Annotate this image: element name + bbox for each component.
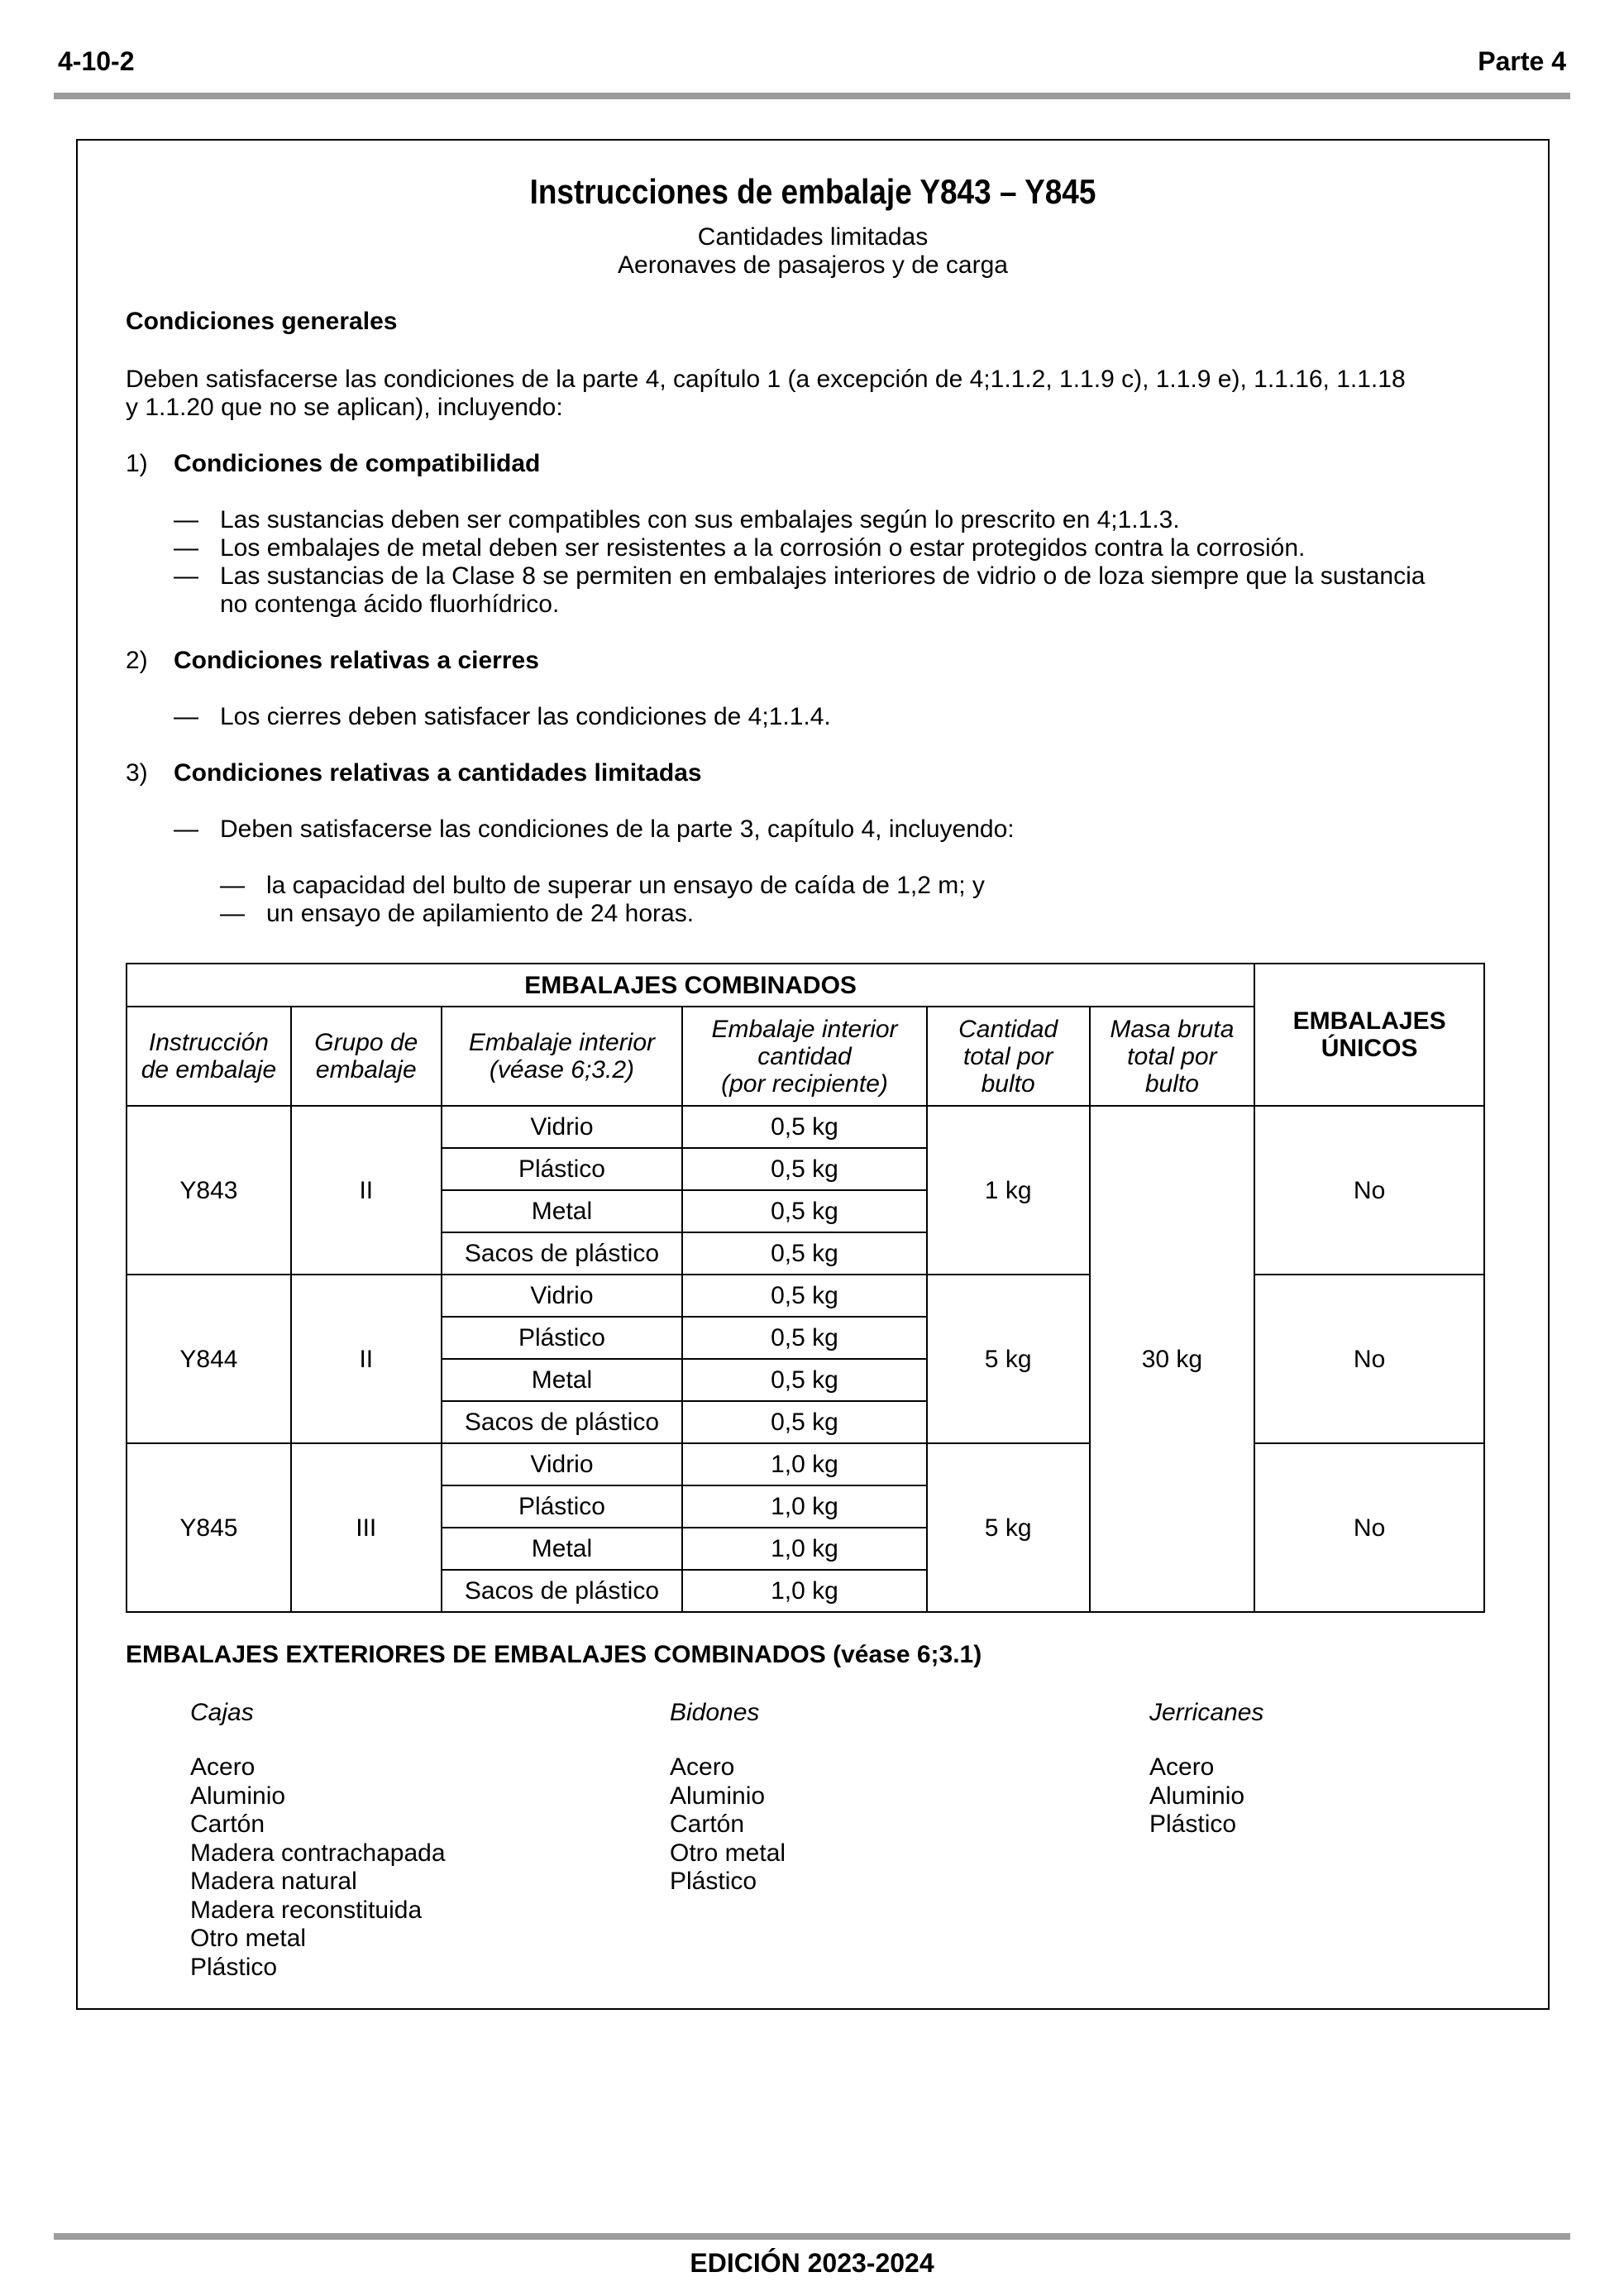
dash: —	[174, 816, 198, 843]
section-2-number: 2)	[126, 647, 148, 674]
list-item: Madera contrachapada	[190, 1839, 446, 1867]
list-item: Plástico	[190, 1953, 278, 1981]
packing-group-cell: II	[291, 1275, 442, 1443]
list-item: Acero	[190, 1753, 256, 1781]
single-packaging-cell: No	[1254, 1275, 1484, 1443]
section-2-title: Condiciones relativas a cierres	[174, 647, 539, 674]
single-header-line1: EMBALAJES	[1292, 1007, 1446, 1035]
section-1-item: Las sustancias de la Clase 8 se permiten en embalajes interiores de vidrio o de loza siempre que la sustancia	[220, 562, 1426, 590]
inner-packaging-cell: Vidrio	[442, 1275, 683, 1317]
section-3-subitem: la capacidad del bulto de superar un ensayo de caída de 1,2 m; y	[266, 872, 985, 899]
document-title: Instrucciones de embalaje Y843 – Y845	[529, 172, 1096, 211]
col-header-line: Masa bruta	[1110, 1015, 1235, 1043]
part-label: Parte 4	[1478, 46, 1566, 76]
inner-packaging-cell: Plástico	[442, 1317, 683, 1359]
inner-quantity-cell: 0,5 kg	[682, 1401, 927, 1443]
gross-mass-cell: 30 kg	[1090, 1106, 1255, 1612]
outer-column-title-boxes: Cajas	[190, 1699, 254, 1726]
packing-group-cell: III	[291, 1443, 442, 1612]
col-header-line: Cantidad	[958, 1015, 1058, 1043]
col-header-line: bulto	[981, 1069, 1035, 1098]
list-item: Madera reconstituida	[190, 1896, 423, 1924]
list-item: Acero	[670, 1753, 735, 1781]
col-header-line: bulto	[1144, 1069, 1199, 1098]
list-item: Aluminio	[1149, 1782, 1245, 1810]
col-header-line: embalaje	[315, 1056, 417, 1083]
list-item: Plástico	[1149, 1810, 1237, 1838]
list-item: Plástico	[670, 1868, 757, 1895]
single-packaging-cell: No	[1254, 1106, 1484, 1275]
outer-packaging-heading: EMBALAJES EXTERIORES DE EMBALAJES COMBINADOS (véase 6;3.1)	[126, 1641, 982, 1668]
col-header-line: total por	[1127, 1042, 1217, 1070]
dash: —	[220, 900, 245, 927]
inner-quantity-cell: 0,5 kg	[682, 1359, 927, 1401]
instruction-cell: Y845	[127, 1443, 291, 1612]
table-row	[127, 1443, 1484, 1485]
general-conditions-text-line2: y 1.1.20 que no se aplican), incluyendo:	[126, 394, 563, 421]
edition-label: EDICIÓN 2023-2024	[690, 2248, 934, 2278]
inner-packaging-cell: Metal	[442, 1190, 683, 1232]
col-header-inner-quantity	[682, 1007, 927, 1106]
col-header-line: de embalaje	[141, 1056, 277, 1083]
col-header-packing-group	[291, 1007, 442, 1106]
packing-group-cell: II	[291, 1106, 442, 1275]
inner-quantity-cell: 0,5 kg	[682, 1232, 927, 1275]
section-1-number: 1)	[126, 450, 148, 477]
inner-quantity-cell: 0,5 kg	[682, 1317, 927, 1359]
inner-quantity-cell: 1,0 kg	[682, 1570, 927, 1612]
header-rule	[54, 93, 1570, 99]
inner-quantity-cell: 1,0 kg	[682, 1443, 927, 1485]
dash: —	[174, 534, 198, 562]
col-header-line: total por	[962, 1042, 1053, 1070]
col-header-instruction	[127, 1007, 291, 1106]
inner-packaging-cell: Sacos de plástico	[442, 1401, 683, 1443]
dash: —	[174, 703, 198, 730]
col-header-gross-mass	[1090, 1007, 1255, 1106]
outer-drums-list	[670, 1753, 786, 1897]
total-quantity-cell: 5 kg	[927, 1275, 1090, 1443]
section-1-item: Las sustancias deben ser compatibles con sus embalajes según lo prescrito en 4;1.1.3.	[220, 506, 1180, 533]
section-1-title: Condiciones de compatibilidad	[174, 450, 541, 477]
total-quantity-cell: 5 kg	[927, 1443, 1090, 1612]
col-header-line: Grupo de	[314, 1029, 418, 1056]
section-3-number: 3)	[126, 759, 148, 787]
instruction-box	[76, 139, 1550, 2010]
inner-quantity-cell: 0,5 kg	[682, 1275, 927, 1317]
combined-packaging-header: EMBALAJES COMBINADOS	[127, 964, 1254, 1007]
inner-packaging-cell: Sacos de plástico	[442, 1232, 683, 1275]
section-3-subitem: un ensayo de apilamiento de 24 horas.	[266, 900, 695, 927]
inner-quantity-cell: 0,5 kg	[682, 1148, 927, 1190]
list-item: Madera natural	[190, 1868, 357, 1895]
inner-packaging-cell: Plástico	[442, 1485, 683, 1528]
inner-packaging-cell: Metal	[442, 1359, 683, 1401]
inner-quantity-cell: 1,0 kg	[682, 1528, 927, 1570]
table-row	[127, 1106, 1484, 1148]
general-conditions-text-line1: Deben satisfacerse las condiciones de la parte 4, capítulo 1 (a excepción de 4;1.1.2, 1.1.9 c), 1.1.9 e), 1.1.16, 1.1.18	[126, 366, 1406, 393]
inner-quantity-cell: 1,0 kg	[682, 1485, 927, 1528]
footer-rule	[54, 2233, 1570, 2240]
inner-quantity-cell: 0,5 kg	[682, 1190, 927, 1232]
col-header-line: Instrucción	[148, 1029, 269, 1056]
dash: —	[174, 506, 198, 533]
inner-quantity-cell: 0,5 kg	[682, 1106, 927, 1148]
list-item: Cartón	[190, 1810, 265, 1838]
outer-jerricans-list	[1149, 1753, 1244, 1839]
list-item: Otro metal	[670, 1839, 786, 1867]
dash: —	[220, 872, 245, 899]
section-3-title: Condiciones relativas a cantidades limitadas	[174, 759, 702, 787]
page-number: 4-10-2	[58, 46, 135, 76]
single-packaging-cell: No	[1254, 1443, 1484, 1612]
packaging-table	[126, 963, 1485, 1613]
outer-column-title-jerricans: Jerricanes	[1149, 1699, 1264, 1726]
section-1-item-continued: no contenga ácido fluorhídrico.	[220, 591, 560, 618]
general-conditions-heading: Condiciones generales	[126, 308, 398, 335]
section-1-item: Los embalajes de metal deben ser resistentes a la corrosión o estar protegidos contra la corrosión.	[220, 534, 1306, 562]
outer-column-title-drums: Bidones	[670, 1699, 760, 1726]
inner-packaging-cell: Vidrio	[442, 1106, 683, 1148]
single-header-line2: ÚNICOS	[1321, 1035, 1418, 1062]
inner-packaging-cell: Plástico	[442, 1148, 683, 1190]
list-item: Aluminio	[670, 1782, 766, 1810]
instruction-cell: Y844	[127, 1275, 291, 1443]
list-item: Cartón	[670, 1810, 745, 1838]
col-header-line: (por recipiente)	[721, 1069, 888, 1098]
dash: —	[174, 562, 198, 590]
inner-packaging-cell: Metal	[442, 1528, 683, 1570]
inner-packaging-cell: Vidrio	[442, 1443, 683, 1485]
section-2-item: Los cierres deben satisfacer las condiciones de 4;1.1.4.	[220, 703, 831, 730]
subtitle-limited-quantities: Cantidades limitadas	[697, 223, 929, 251]
single-packaging-header	[1254, 964, 1484, 1106]
instruction-cell: Y843	[127, 1106, 291, 1275]
col-header-total-quantity	[927, 1007, 1090, 1106]
outer-boxes-list	[190, 1753, 446, 1982]
inner-packaging-cell: Sacos de plástico	[442, 1570, 683, 1612]
col-header-line: (véase 6;3.2)	[489, 1056, 634, 1083]
table-row	[127, 1275, 1484, 1317]
col-header-inner-packaging	[442, 1007, 683, 1106]
section-3-item: Deben satisfacerse las condiciones de la parte 3, capítulo 4, incluyendo:	[220, 816, 1015, 843]
col-header-line: Embalaje interior	[468, 1029, 656, 1056]
subtitle-aircraft: Aeronaves de pasajeros y de carga	[618, 251, 1008, 279]
col-header-line: Embalaje interior	[711, 1015, 898, 1043]
list-item: Acero	[1149, 1753, 1215, 1781]
list-item: Aluminio	[190, 1782, 286, 1810]
list-item: Otro metal	[190, 1925, 307, 1952]
col-header-line: cantidad	[757, 1042, 852, 1070]
total-quantity-cell: 1 kg	[927, 1106, 1090, 1275]
